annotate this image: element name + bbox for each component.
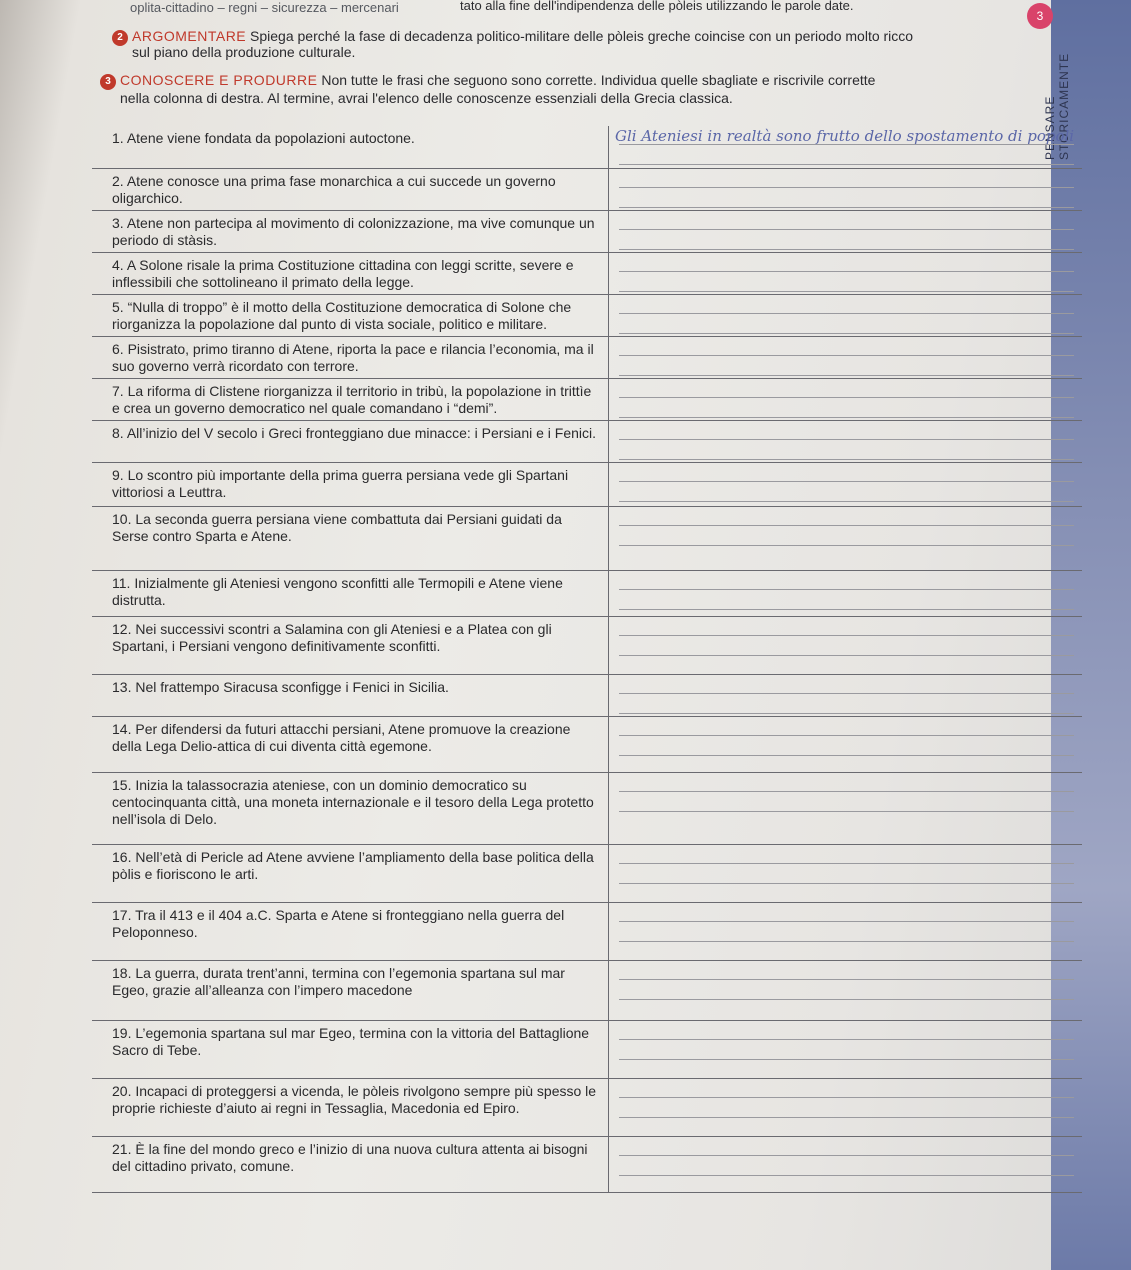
statement-cell bbox=[92, 294, 609, 336]
answer-line bbox=[619, 941, 1074, 942]
statement-number: 20. bbox=[112, 1082, 132, 1099]
statement-cell bbox=[92, 420, 609, 462]
answer-cell[interactable] bbox=[609, 716, 1083, 772]
answer-cell[interactable] bbox=[609, 960, 1083, 1020]
statement-number: 7. bbox=[112, 382, 124, 399]
answer-line bbox=[619, 1117, 1074, 1118]
statement-number: 10. bbox=[112, 510, 132, 527]
answer-line bbox=[619, 1155, 1074, 1156]
answer-line bbox=[619, 249, 1074, 250]
answer-line bbox=[619, 525, 1074, 526]
table-row bbox=[92, 674, 1082, 716]
statement-cell bbox=[92, 378, 609, 420]
answer-cell[interactable] bbox=[609, 294, 1083, 336]
answer-cell[interactable] bbox=[609, 844, 1083, 902]
table-row bbox=[92, 168, 1082, 210]
answer-line bbox=[619, 187, 1074, 188]
statement-text: La seconda guerra persiana viene combattuta dai Persiani guidati da Serse contro Sparta e Atene. bbox=[112, 510, 562, 544]
answer-line bbox=[619, 291, 1074, 292]
top-bleed-text bbox=[130, 0, 854, 15]
answer-line bbox=[619, 999, 1074, 1000]
statement-text: “Nulla di troppo” è il motto della Costituzione democratica di Solone che riorganizza la popolazione dal punto di vista sociale, politico e militare. bbox=[112, 298, 572, 332]
statement-cell bbox=[92, 1136, 609, 1192]
statement-text: Atene viene fondata da popolazioni autoctone. bbox=[126, 130, 415, 146]
statement-text: La riforma di Clistene riorganizza il territorio in tribù, la popolazione in trittìe e crea un governo democratico nel quale comandano i “demi”. bbox=[112, 382, 592, 416]
statement-cell bbox=[92, 674, 609, 716]
table-row bbox=[92, 1020, 1082, 1078]
answer-line bbox=[619, 355, 1074, 356]
answer-line bbox=[619, 1059, 1074, 1060]
answer-line bbox=[619, 609, 1074, 610]
statement-number: 15. bbox=[112, 776, 132, 793]
answer-line bbox=[619, 755, 1074, 756]
statement-text: Tra il 413 e il 404 a.C. Sparta e Atene si fronteggiano nella guerra del Peloponneso. bbox=[112, 906, 565, 940]
answer-cell[interactable] bbox=[609, 674, 1083, 716]
answer-cell[interactable] bbox=[609, 168, 1083, 210]
statement-number: 9. bbox=[112, 466, 124, 483]
answer-line bbox=[619, 1175, 1074, 1176]
statement-text: La guerra, durata trent’anni, termina con l’egemonia spartana sul mar Egeo, grazie all’alleanza con l’impero macedone bbox=[112, 964, 565, 998]
statement-cell bbox=[92, 902, 609, 960]
answer-cell[interactable] bbox=[609, 210, 1083, 252]
answer-line bbox=[619, 713, 1074, 714]
table-row bbox=[92, 378, 1082, 420]
table-row bbox=[92, 570, 1082, 616]
exercise-2-keyword: ARGOMENTARE bbox=[132, 28, 247, 44]
statement-text: Per difendersi da futuri attacchi persiani, Atene promuove la creazione della Lega Delio-attica di cui diventa città egemone. bbox=[112, 720, 571, 754]
table-row bbox=[92, 616, 1082, 674]
statement-cell bbox=[92, 772, 609, 844]
exercise-2-number: 2 bbox=[112, 30, 128, 46]
statement-text: Nei successivi scontri a Salamina con gli Ateniesi e a Platea con gli Spartani, i Persiani vengono definitivamente sconfitti. bbox=[112, 620, 552, 654]
answer-cell[interactable] bbox=[609, 1020, 1083, 1078]
table-row bbox=[92, 336, 1082, 378]
statement-text: Pisistrato, primo tiranno di Atene, riporta la pace e rilancia l’economia, ma il suo governo verrà ricordato con terrore. bbox=[112, 340, 594, 374]
statement-cell bbox=[92, 570, 609, 616]
answer-cell[interactable] bbox=[609, 902, 1083, 960]
table-row bbox=[92, 960, 1082, 1020]
answer-cell[interactable] bbox=[609, 462, 1083, 506]
statement-text: A Solone risale la prima Costituzione cittadina con leggi scritte, severe e inflessibili che sottolineano il primato della legge. bbox=[112, 256, 574, 290]
table-row bbox=[92, 210, 1082, 252]
statement-number: 3. bbox=[112, 214, 124, 231]
statement-text: L’egemonia spartana sul mar Egeo, termina con la vittoria del Battaglione Sacro di Tebe. bbox=[112, 1024, 590, 1058]
statement-number: 17. bbox=[112, 906, 132, 923]
table-row bbox=[92, 844, 1082, 902]
exercise-3-heading bbox=[120, 72, 1020, 89]
answer-line bbox=[619, 439, 1074, 440]
statement-number: 21. bbox=[112, 1140, 132, 1157]
statement-number: 16. bbox=[112, 848, 132, 865]
answer-line bbox=[619, 883, 1074, 884]
statement-text: All’inizio del V secolo i Greci fronteggiano due minacce: i Persiani e i Fenici. bbox=[126, 424, 597, 441]
answer-line bbox=[619, 589, 1074, 590]
answer-line bbox=[619, 921, 1074, 922]
answer-cell[interactable] bbox=[609, 420, 1083, 462]
answer-line bbox=[619, 863, 1074, 864]
statement-text: Inizialmente gli Ateniesi vengono sconfitti alle Termopili e Atene viene distrutta. bbox=[112, 574, 563, 608]
statement-cell bbox=[92, 168, 609, 210]
answer-line bbox=[619, 481, 1074, 482]
answer-line bbox=[619, 979, 1074, 980]
statement-cell bbox=[92, 252, 609, 294]
table-row bbox=[92, 506, 1082, 570]
side-label: PENSARE STORICAMENTE bbox=[1043, 52, 1071, 160]
statement-number: 13. bbox=[112, 678, 132, 695]
answer-cell[interactable] bbox=[609, 772, 1083, 844]
statement-cell bbox=[92, 716, 609, 772]
statement-number: 2. bbox=[112, 172, 124, 189]
answer-line bbox=[619, 271, 1074, 272]
answer-line bbox=[619, 375, 1074, 376]
answer-line bbox=[619, 811, 1074, 812]
statement-number: 5. bbox=[112, 298, 124, 315]
answer-line bbox=[619, 417, 1074, 418]
exercise-badge: 3 bbox=[1027, 3, 1053, 29]
statement-number: 18. bbox=[112, 964, 132, 981]
statement-cell bbox=[92, 336, 609, 378]
answer-line bbox=[619, 459, 1074, 460]
answer-line bbox=[619, 313, 1074, 314]
answer-line bbox=[619, 791, 1074, 792]
exercise-3-text-line2: nella colonna di destra. Al termine, avrai l'elenco delle conoscenze essenziali della Grecia classica. bbox=[120, 90, 733, 106]
statement-text: Atene non partecipa al movimento di colonizzazione, ma vive comunque un periodo di stàsis. bbox=[112, 214, 595, 248]
exercise-2-text: Spiega perché la fase di decadenza politico-militare delle pòleis greche coincise con un periodo molto ricco bbox=[250, 28, 914, 44]
top-left-words: oplita-cittadino – regni – sicurezza – mercenari bbox=[130, 0, 399, 15]
answer-cell[interactable] bbox=[609, 252, 1083, 294]
statement-cell bbox=[92, 960, 609, 1020]
answer-cell[interactable] bbox=[609, 1136, 1083, 1192]
answer-cell[interactable] bbox=[609, 616, 1083, 674]
table-row bbox=[92, 716, 1082, 772]
answer-line bbox=[619, 164, 1074, 165]
table-row bbox=[92, 772, 1082, 844]
statement-number: 4. bbox=[112, 256, 124, 273]
statement-text: Incapaci di proteggersi a vicenda, le pòleis rivolgono sempre più spesso le proprie richieste d’aiuto ai regni in Tessaglia, Macedonia ed Epiro. bbox=[112, 1082, 597, 1116]
answer-line bbox=[619, 735, 1074, 736]
statement-cell bbox=[92, 1020, 609, 1078]
exercise-2-text-line2: sul piano della produzione culturale. bbox=[132, 44, 356, 60]
exercise-3-number: 3 bbox=[100, 74, 116, 90]
statement-cell bbox=[92, 616, 609, 674]
statement-cell bbox=[92, 126, 609, 168]
statement-number: 6. bbox=[112, 340, 124, 357]
statement-cell bbox=[92, 462, 609, 506]
statement-number: 19. bbox=[112, 1024, 132, 1041]
answer-line bbox=[619, 333, 1074, 334]
table-row bbox=[92, 294, 1082, 336]
statement-number: 11. bbox=[112, 574, 131, 591]
statement-text: È la fine del mondo greco e l’inizio di una nuova cultura attenta ai bisogni del cittadino privato, comune. bbox=[112, 1140, 588, 1174]
answer-line bbox=[619, 207, 1074, 208]
statement-text: Nell’età di Pericle ad Atene avviene l’ampliamento della base politica della pòlis e fioriscono le arti. bbox=[112, 848, 594, 882]
table-row bbox=[92, 902, 1082, 960]
table-row bbox=[92, 462, 1082, 506]
statement-number: 12. bbox=[112, 620, 132, 637]
answer-line bbox=[619, 1097, 1074, 1098]
statement-number: 1. bbox=[112, 130, 124, 146]
answer-line bbox=[619, 545, 1074, 546]
statement-text: Inizia la talassocrazia ateniese, con un dominio democratico su centocinquanta città, una moneta internazionale e il tesoro della Lega protetto nell’isola di Delo. bbox=[112, 776, 594, 827]
table-row bbox=[92, 1136, 1082, 1192]
handwritten-answer: Gli Ateniesi in realtà sono frutto dello spostamento di popoli bbox=[615, 127, 1075, 145]
answer-line bbox=[619, 693, 1074, 694]
answer-cell[interactable] bbox=[609, 570, 1083, 616]
answer-cell[interactable] bbox=[609, 378, 1083, 420]
exercise-3-keyword: CONOSCERE E PRODURRE bbox=[120, 72, 318, 88]
statement-cell bbox=[92, 1078, 609, 1136]
table-row bbox=[92, 420, 1082, 462]
answer-line bbox=[619, 1039, 1074, 1040]
answer-line bbox=[619, 229, 1074, 230]
answer-line bbox=[619, 397, 1074, 398]
statement-cell bbox=[92, 844, 609, 902]
answer-cell[interactable] bbox=[609, 336, 1083, 378]
exercise-3-text: Non tutte le frasi che seguono sono corrette. Individua quelle sbagliate e riscrivile corrette bbox=[321, 72, 876, 88]
statement-number: 8. bbox=[112, 424, 124, 441]
table-row bbox=[92, 126, 1082, 168]
exercise-2-heading bbox=[132, 28, 1032, 45]
answer-cell[interactable] bbox=[609, 126, 1083, 168]
statement-text: Nel frattempo Siracusa sconfigge i Fenici in Sicilia. bbox=[135, 678, 449, 695]
table-row bbox=[92, 252, 1082, 294]
statement-number: 14. bbox=[112, 720, 132, 737]
statement-text: Lo scontro più importante della prima guerra persiana vede gli Spartani vittoriosi a Leuttra. bbox=[112, 466, 569, 500]
statement-cell bbox=[92, 210, 609, 252]
answer-cell[interactable] bbox=[609, 1078, 1083, 1136]
statements-table bbox=[92, 126, 1082, 1193]
answer-cell[interactable] bbox=[609, 506, 1083, 570]
table-row bbox=[92, 1078, 1082, 1136]
answer-line bbox=[619, 635, 1074, 636]
statement-text: Atene conosce una prima fase monarchica a cui succede un governo oligarchico. bbox=[112, 172, 556, 206]
top-right-text: tato alla fine dell'indipendenza delle pòleis utilizzando le parole date. bbox=[460, 0, 854, 13]
answer-line bbox=[619, 501, 1074, 502]
statement-cell bbox=[92, 506, 609, 570]
answer-line bbox=[619, 655, 1074, 656]
